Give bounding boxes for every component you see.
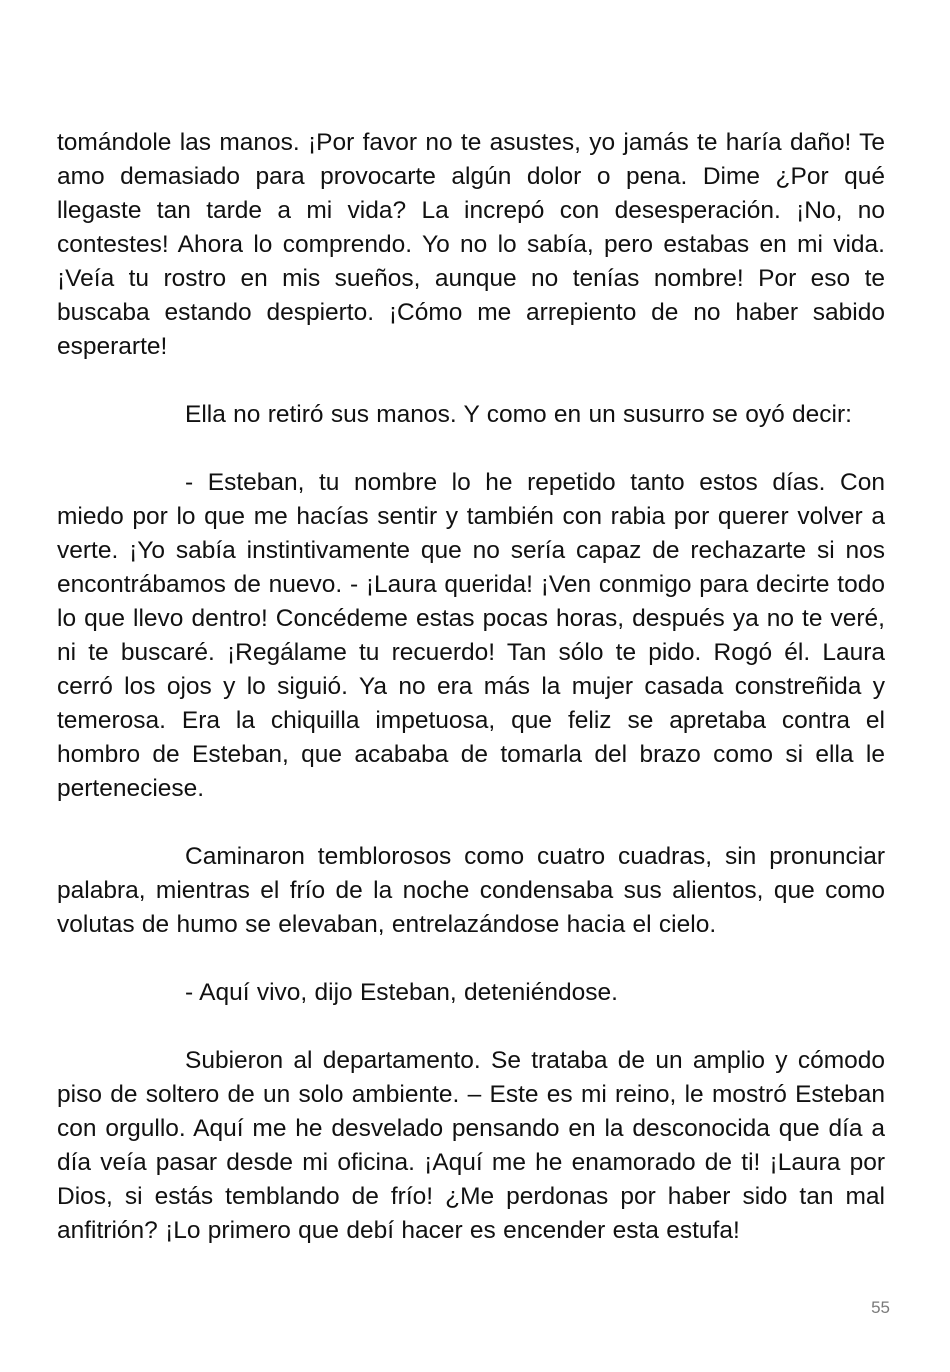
- paragraph: - Esteban, tu nombre lo he repetido tanto estos días. Con miedo por lo que me hacías sentir y también con rabia por querer volver a verte. ¡Yo sabía instintivamente que no sería capaz de rechazarte si nos encontrábamos de nuevo. - ¡Laura querida! ¡Ven conmigo para decirte todo lo que llevo dentro! Concédeme estas pocas horas, después ya no te veré, ni te buscaré. ¡Regálame tu recuerdo! Tan sólo te pido. Rogó él. Laura cerró los ojos y lo siguió. Ya no era más la mujer casada constreñida y temerosa. Era la chiquilla impetuosa, que feliz se apretaba contra el hombro de Esteban, que acababa de tomarla del brazo como si ella le perteneciese.: [57, 469, 885, 802]
- paragraph: Subieron al departamento. Se trataba de un amplio y cómodo piso de soltero de un solo ambiente. – Este es mi reino, le mostró Esteban con orgullo. Aquí me he desvelado pensando en la desconocida que día a día veía pasar desde mi oficina. ¡Aquí me he enamorado de ti! ¡Laura por Dios, si estás temblando de frío! ¿Me perdonas por haber sido tan mal anfitrión? ¡Lo primero que debí hacer es encender esta estufa!: [57, 1047, 885, 1244]
- page-number: 55: [871, 1298, 890, 1317]
- paragraph: - Aquí vivo, dijo Esteban, deteniéndose.: [185, 979, 618, 1006]
- paragraph: tomándole las manos. ¡Por favor no te asustes, yo jamás te haría daño! Te amo demasiado para provocarte algún dolor o pena. Dime ¿Por qué llegaste tan tarde a mi vida? La increpó con desesperación. ¡No, no contestes! Ahora lo comprendo. Yo no lo sabía, pero estabas en mi vida. ¡Veía tu rostro en mis sueños, aunque no tenías nombre! Por eso te buscaba estando despierto. ¡Cómo me arrepiento de no haber sabido esperarte!: [57, 129, 885, 360]
- paragraph: Caminaron temblorosos como cuatro cuadras, sin pronunciar palabra, mientras el frío de la noche condensaba sus alientos, que como volutas de humo se elevaban, entrelazándose hacia el cielo.: [57, 843, 885, 938]
- paragraph: Ella no retiró sus manos. Y como en un susurro se oyó decir:: [185, 401, 852, 428]
- body-text: [57, 126, 885, 1248]
